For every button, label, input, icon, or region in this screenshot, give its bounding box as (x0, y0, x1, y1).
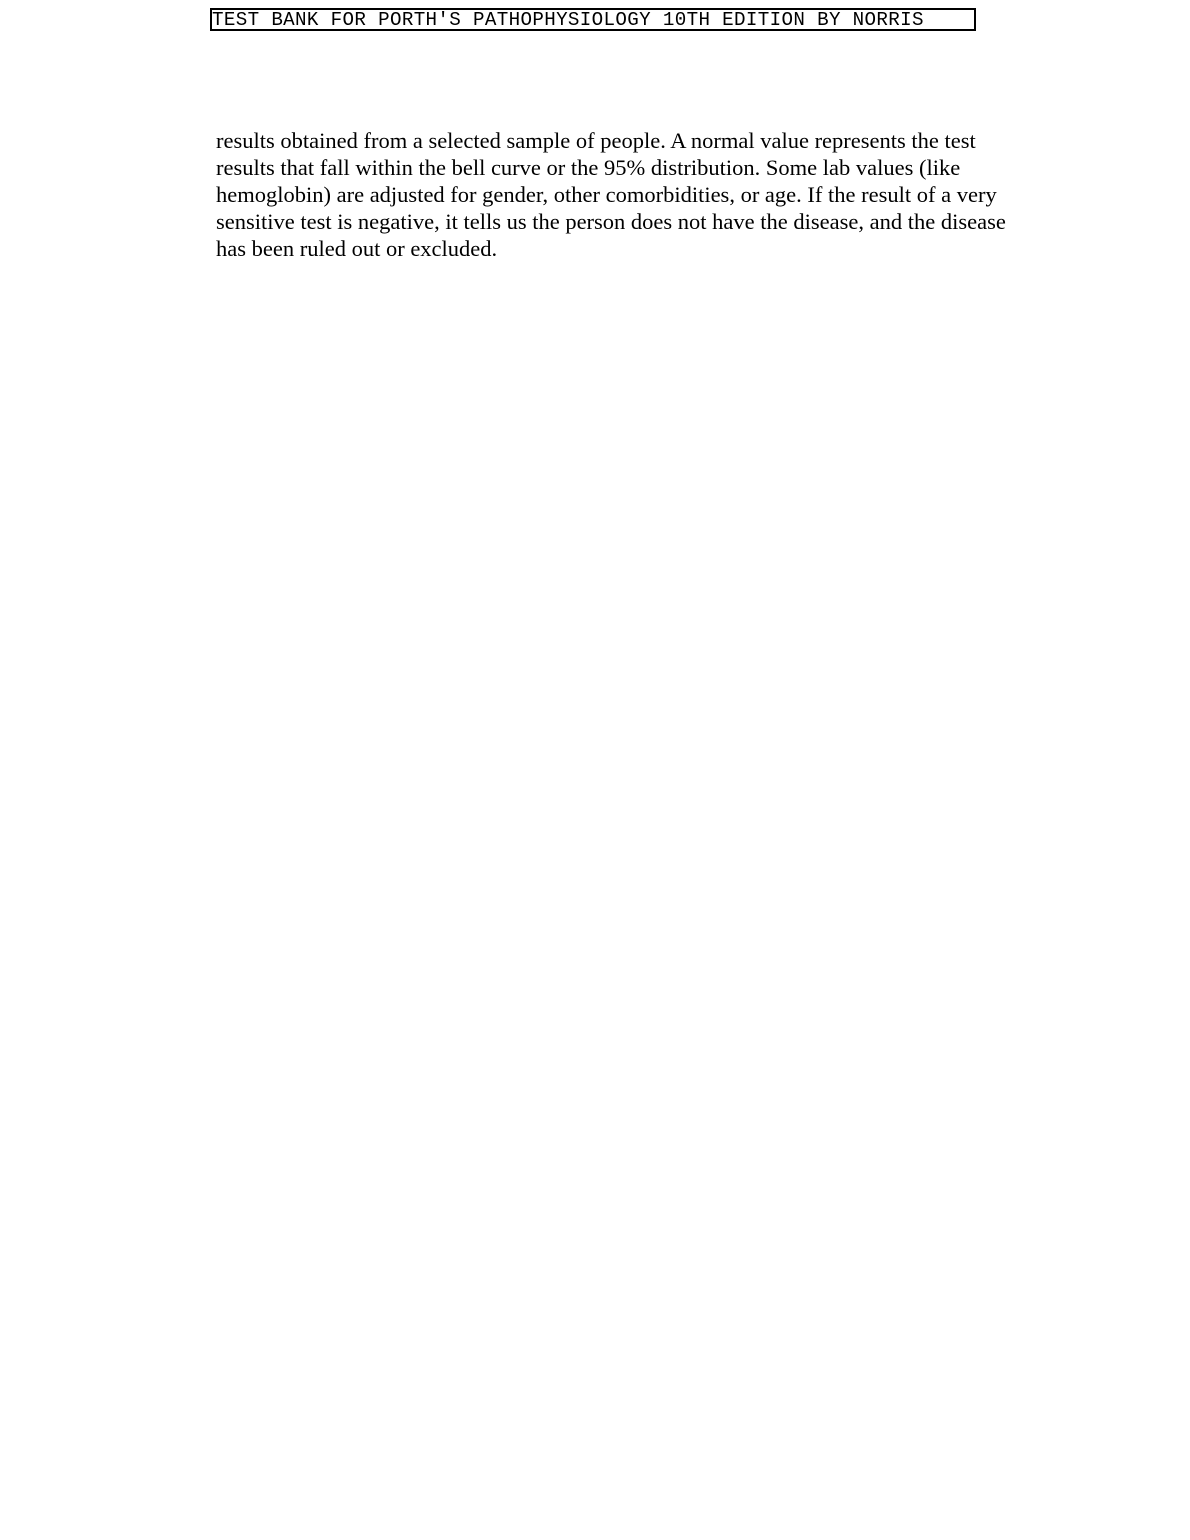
body-paragraph (216, 127, 1046, 262)
paragraph-line: hemoglobin) are adjusted for gender, other comorbidities, or age. If the result of a very (216, 182, 997, 207)
paragraph-line: sensitive test is negative, it tells us the person does not have the disease, and the disease (216, 209, 1006, 234)
paragraph-line: has been ruled out or excluded. (216, 236, 498, 261)
paragraph-line: results obtained from a selected sample of people. A normal value represents the test (216, 128, 976, 153)
page-header-title: TEST BANK FOR PORTH'S PATHOPHYSIOLOGY 10TH EDITION BY NORRIS (210, 8, 976, 31)
paragraph-line: results that fall within the bell curve or the 95% distribution. Some lab values (like (216, 155, 961, 180)
